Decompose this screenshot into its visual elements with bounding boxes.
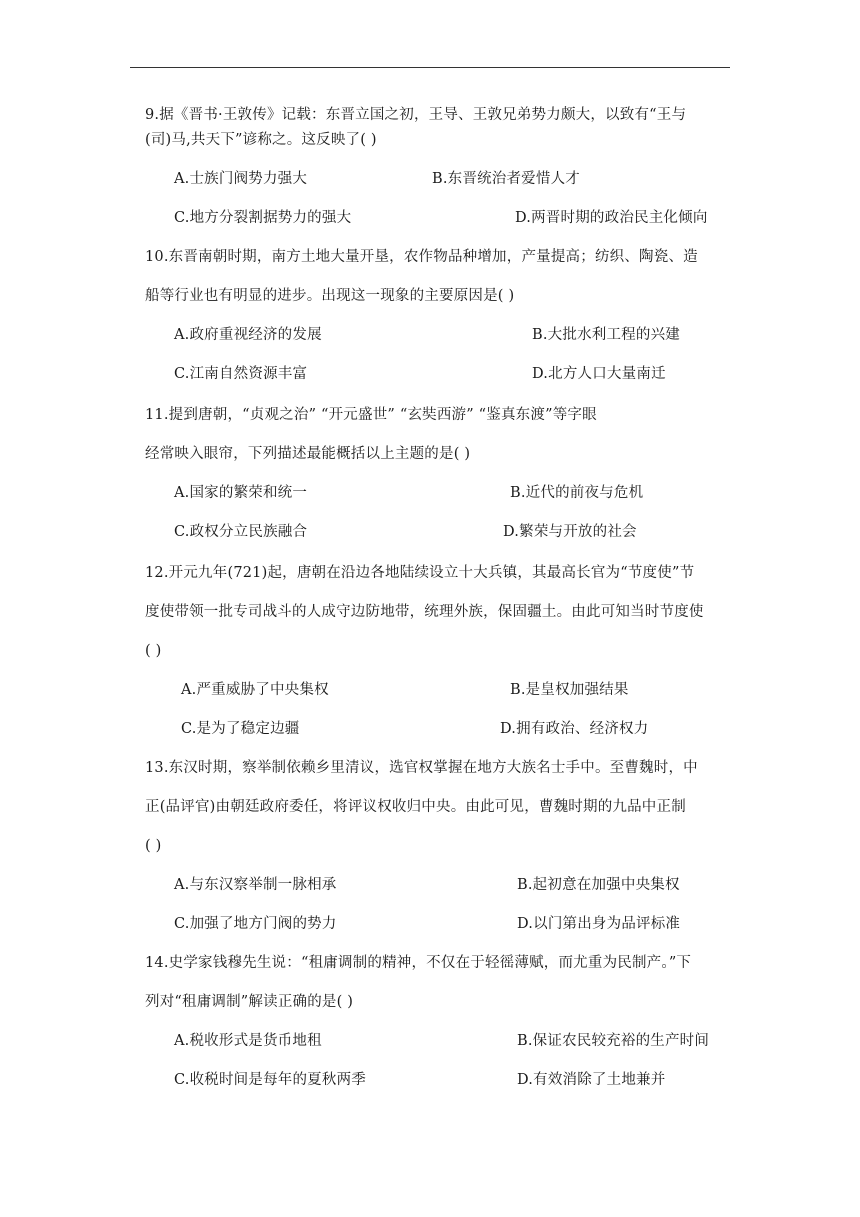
option-c: C.加强了地方门阀的势力: [174, 916, 337, 932]
option-c: C.江南自然资源丰富: [174, 366, 308, 382]
option-c: C.收税时间是每年的夏秋两季: [174, 1072, 366, 1088]
option-b: B.近代的前夜与危机: [510, 485, 644, 501]
option-a: A.士族门阀势力强大: [174, 171, 308, 187]
option-d: D.拥有政治、经济权力: [500, 721, 649, 737]
option-a: A.严重威胁了中央集权: [181, 682, 329, 698]
question-stem-line: 13.东汉时期，察举制依赖乡里清议，选官权掌握在地方大族名士手中。至曹魏时，中: [145, 760, 698, 776]
question-stem-line: 船等行业也有明显的进步。出现这一现象的主要原因是( ): [145, 288, 515, 304]
option-d: D.繁荣与开放的社会: [503, 524, 637, 540]
option-c: C.是为了稳定边疆: [181, 721, 300, 737]
option-d: D.有效消除了土地兼并: [517, 1072, 666, 1088]
question-stem-line: 经常映入眼帘，下列描述最能概括以上主题的是( ): [145, 446, 471, 462]
option-c: C.政权分立民族融合: [174, 524, 308, 540]
question-stem-line: ( ): [145, 838, 162, 854]
option-b: B.起初意在加强中央集权: [517, 877, 680, 893]
question-stem-line: 正(品评官)由朝廷政府委任，将评议权收归中央。由此可见，曹魏时期的九品中正制: [145, 799, 686, 815]
question-stem-line: 12.开元九年(721)起，唐朝在沿边各地陆续设立十大兵镇，其最高长官为“节度使”节: [145, 565, 695, 581]
question-stem-line: 11.提到唐朝，“贞观之治” “开元盛世” “玄奘西游” “鉴真东渡”等字眼: [145, 407, 597, 423]
option-a: A.税收形式是货币地租: [174, 1033, 322, 1049]
option-c: C.地方分裂割据势力的强大: [174, 210, 352, 226]
option-d: D.北方人口大量南迁: [532, 366, 666, 382]
option-b: B.东晋统治者爱惜人才: [432, 171, 580, 187]
option-d: D.两晋时期的政治民主化倾向: [515, 210, 708, 226]
option-a: A.国家的繁荣和统一: [174, 485, 308, 501]
option-a: A.与东汉察举制一脉相承: [174, 877, 337, 893]
option-b: B.是皇权加强结果: [510, 682, 629, 698]
question-stem-line: ( ): [145, 643, 162, 659]
option-b: B.大批水利工程的兴建: [532, 327, 680, 343]
option-d: D.以门第出身为品评标准: [517, 916, 681, 932]
question-stem-line: 14.史学家钱穆先生说：“租庸调制的精神，不仅在于轻徭薄赋，而尤重为民制产。”下: [145, 955, 692, 971]
option-a: A.政府重视经济的发展: [174, 327, 322, 343]
question-stem-line: 列对“租庸调制”解读正确的是( ): [145, 994, 354, 1010]
question-stem-line: 度使带领一批专司战斗的人成守边防地带，统理外族，保固疆土。由此可知当时节度使: [145, 604, 704, 620]
question-stem-line: 9.据《晋书·王敦传》记载：东晋立国之初，王导、王敦兄弟势力颇大，以致有“王与: [145, 107, 687, 123]
option-b: B.保证农民较充裕的生产时间: [517, 1033, 710, 1049]
header-rule: [130, 67, 730, 68]
question-stem-line: (司)马,共天下”谚称之。这反映了( ): [145, 132, 377, 148]
question-stem-line: 10.东晋南朝时期，南方土地大量开垦，农作物品种增加，产量提高；纺织、陶瓷、造: [145, 249, 698, 265]
